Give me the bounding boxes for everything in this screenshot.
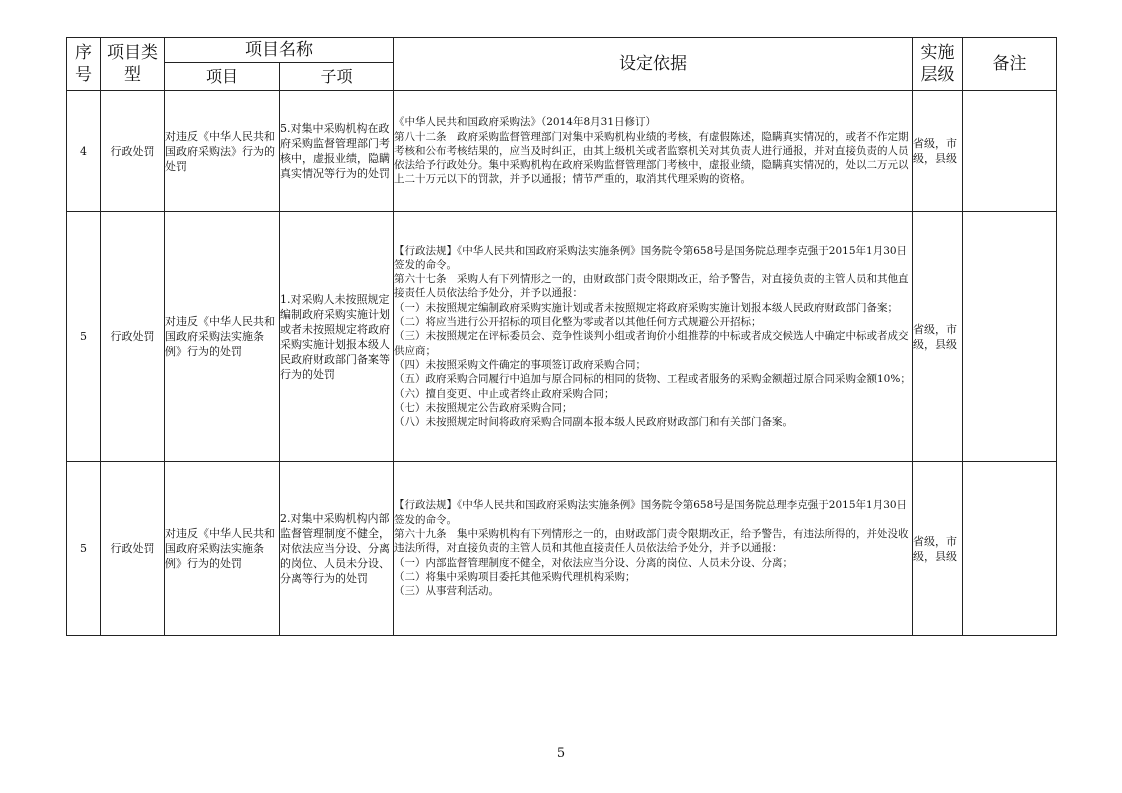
row-remark [963, 462, 1057, 636]
table-row [67, 462, 1057, 636]
basis-line: （三）未按照规定在评标委员会、竞争性谈判小组或者询价小组推荐的中标或者成交候选人中确定中标或者成交供应商； [394, 330, 909, 357]
basis-line: 第六十七条 采购人有下列情形之一的，由财政部门责令限期改正，给予警告，对直接负责的主管人员和其他直接责任人员依法给予处分，并予以通报： [394, 273, 909, 300]
row-item: 对违反《中华人民共和国政府采购法实施条例》行为的处罚 [165, 212, 280, 462]
table-row [67, 212, 1057, 462]
row-level: 省级，市级，县级 [913, 212, 963, 462]
row-type: 行政处罚 [101, 462, 165, 636]
row-remark [963, 91, 1057, 212]
header-name-group: 项目名称 [165, 38, 394, 63]
row-basis [394, 212, 913, 462]
basis-line: 第六十九条 集中采购机构有下列情形之一的，由财政部门责令限期改正，给予警告，有违法所得的，并处没收违法所得，对直接负责的主管人员和其他直接责任人员依法给予处分，并予以通报： [394, 528, 909, 555]
header-type: 项目类型 [101, 38, 165, 91]
row-number: 4 [67, 91, 101, 212]
header-item: 项目 [165, 63, 280, 91]
header-level: 实施层级 [913, 38, 963, 91]
header-sub: 子项 [280, 63, 394, 91]
basis-line: （七）未按照规定公告政府采购合同； [394, 401, 573, 414]
row-basis [394, 462, 913, 636]
row-item: 对违反《中华人民共和国政府采购法实施条例》行为的处罚 [165, 462, 280, 636]
header-basis: 设定依据 [394, 38, 913, 91]
basis-line: 《中华人民共和国政府采购法》（2014年8月31日修订） [394, 116, 657, 129]
header-seq: 序号 [67, 38, 101, 91]
table-row [67, 91, 1057, 212]
row-type: 行政处罚 [101, 91, 165, 212]
row-item: 对违反《中华人民共和国政府采购法》行为的处罚 [165, 91, 280, 212]
basis-line: 第八十二条 政府采购监督管理部门对集中采购机构业绩的考核，有虚假陈述，隐瞒真实情况的，或者不作定期考核和公布考核结果的，应当及时纠正，由其上级机关或者监察机关对其负责人进行通报，并对直接负责的人员依法给予行政处分。集中采购机构在政府采购监督管理部门考核中，虚报业绩，隐瞒真实情况的，处以二万元以上二十万元以下的罚款，并予以通报；情节严重的，取消其代理采购的资格。 [394, 130, 909, 186]
document-table [66, 37, 1057, 636]
basis-line: （五）政府采购合同履行中追加与原合同标的相同的货物、工程或者服务的采购金额超过原合同采购金额10%； [394, 373, 911, 386]
basis-line: 【行政法规】《中华人民共和国政府采购法实施条例》国务院令第658号是国务院总理李克强于2015年1月30日签发的命令。 [394, 244, 908, 271]
row-level: 省级，市级，县级 [913, 462, 963, 636]
basis-line: （一）内部监督管理制度不健全，对依法应当分设、分离的岗位、人员未分设、分离； [394, 556, 793, 569]
row-subitem: 2.对集中采购机构内部监督管理制度不健全，对依法应当分设、分离的岗位、人员未分设、分离等行为的处罚 [280, 462, 394, 636]
basis-line: （四）未按照采购文件确定的事项签订政府采购合同； [394, 358, 646, 371]
header-remark: 备注 [963, 38, 1057, 91]
row-remark [963, 212, 1057, 462]
basis-line: （一）未按照规定编制政府采购实施计划或者未按照规定将政府采购实施计划报本级人民政府财政部门备案； [394, 301, 898, 314]
row-basis [394, 91, 913, 212]
row-number: 5 [67, 212, 101, 462]
basis-line: 【行政法规】《中华人民共和国政府采购法实施条例》国务院令第658号是国务院总理李克强于2015年1月30日签发的命令。 [394, 499, 908, 526]
basis-line: （二）将集中采购项目委托其他采购代理机构采购； [394, 570, 636, 583]
basis-line: （三）从事营利活动。 [394, 585, 499, 598]
basis-line: （六）擅自变更、中止或者终止政府采购合同； [394, 387, 615, 400]
row-number: 5 [67, 462, 101, 636]
row-type: 行政处罚 [101, 212, 165, 462]
row-level: 省级，市级，县级 [913, 91, 963, 212]
row-subitem: 5.对集中采购机构在政府采购监督管理部门考核中，虚报业绩，隐瞒真实情况等行为的处罚 [280, 91, 394, 212]
row-subitem: 1.对采购人未按照规定编制政府采购实施计划或者未按照规定将政府采购实施计划报本级人民政府财政部门备案等行为的处罚 [280, 212, 394, 462]
basis-line: （八）未按照规定时间将政府采购合同副本报本级人民政府财政部门和有关部门备案。 [394, 416, 793, 429]
basis-line: （二）将应当进行公开招标的项目化整为零或者以其他任何方式规避公开招标； [394, 316, 762, 329]
page-number: 5 [556, 746, 566, 761]
